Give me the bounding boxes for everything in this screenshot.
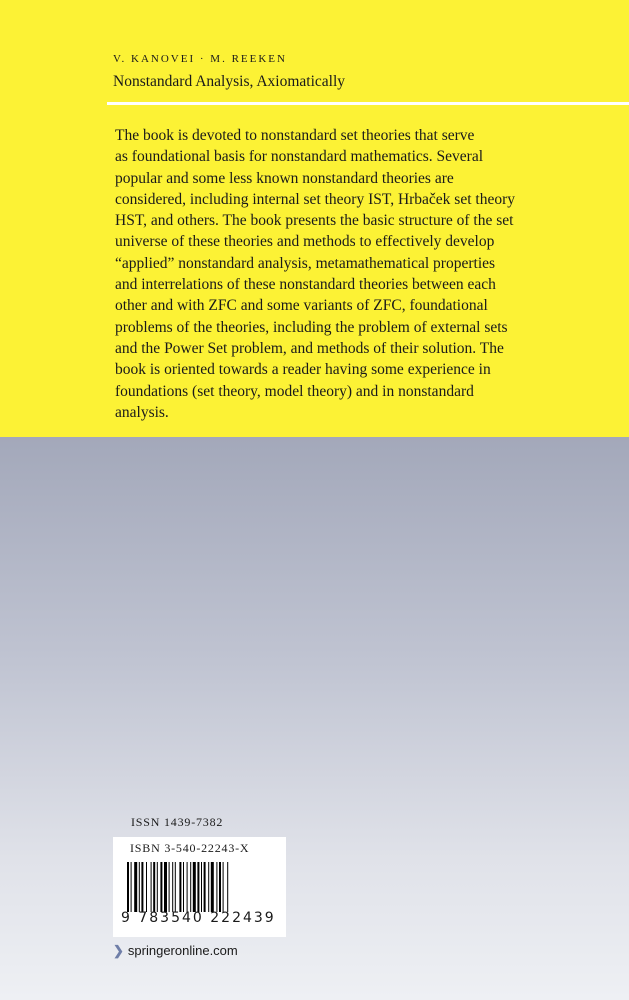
gray-gradient-panel bbox=[0, 437, 629, 1000]
barcode-box bbox=[113, 837, 286, 937]
blurb-line: as foundational basis for nonstandard mathematics. Several bbox=[115, 148, 484, 166]
website-text: springeronline.com bbox=[127, 943, 238, 958]
divider bbox=[107, 102, 629, 105]
authors: V. KANOVEI · M. REEKEN bbox=[113, 53, 287, 65]
blurb-line: “applied” nonstandard analysis, metamathematical properties bbox=[115, 254, 496, 272]
blurb-line: universe of these theories and methods to effectively develop bbox=[115, 233, 495, 251]
blurb-line: considered, including internal set theory IST, Hrbaček set theory bbox=[115, 190, 516, 208]
blurb-line: The book is devoted to nonstandard set theories that serve bbox=[115, 127, 475, 144]
blurb bbox=[115, 125, 615, 423]
book-title: Nonstandard Analysis, Axiomatically bbox=[113, 73, 346, 90]
blurb-line: other and with ZFC and some variants of ZFC, foundational bbox=[115, 297, 488, 315]
barcode-number: 9 783540 222439 bbox=[121, 910, 276, 926]
blurb-line: book is oriented towards a reader having some experience in bbox=[115, 361, 491, 379]
isbn: ISBN 3-540-22243-X bbox=[130, 841, 250, 855]
blurb-line: foundations (set theory, model theory) and in nonstandard bbox=[115, 382, 474, 400]
issn: ISSN 1439-7382 bbox=[131, 815, 224, 829]
website-link[interactable] bbox=[113, 943, 238, 959]
blurb-line: popular and some less known nonstandard theories are bbox=[115, 169, 454, 187]
blurb-line: and the Power Set problem, and methods of their solution. The bbox=[115, 339, 504, 357]
blurb-line: problems of the theories, including the problem of external sets bbox=[115, 318, 508, 336]
barcode-icon bbox=[127, 862, 273, 912]
blurb-line: and interrelations of these nonstandard theories between each bbox=[115, 276, 496, 294]
blurb-line: analysis. bbox=[115, 403, 169, 421]
chevron-right-icon: ❯ bbox=[113, 943, 124, 958]
blurb-line: HST, and others. The book presents the basic structure of the set bbox=[115, 212, 514, 230]
